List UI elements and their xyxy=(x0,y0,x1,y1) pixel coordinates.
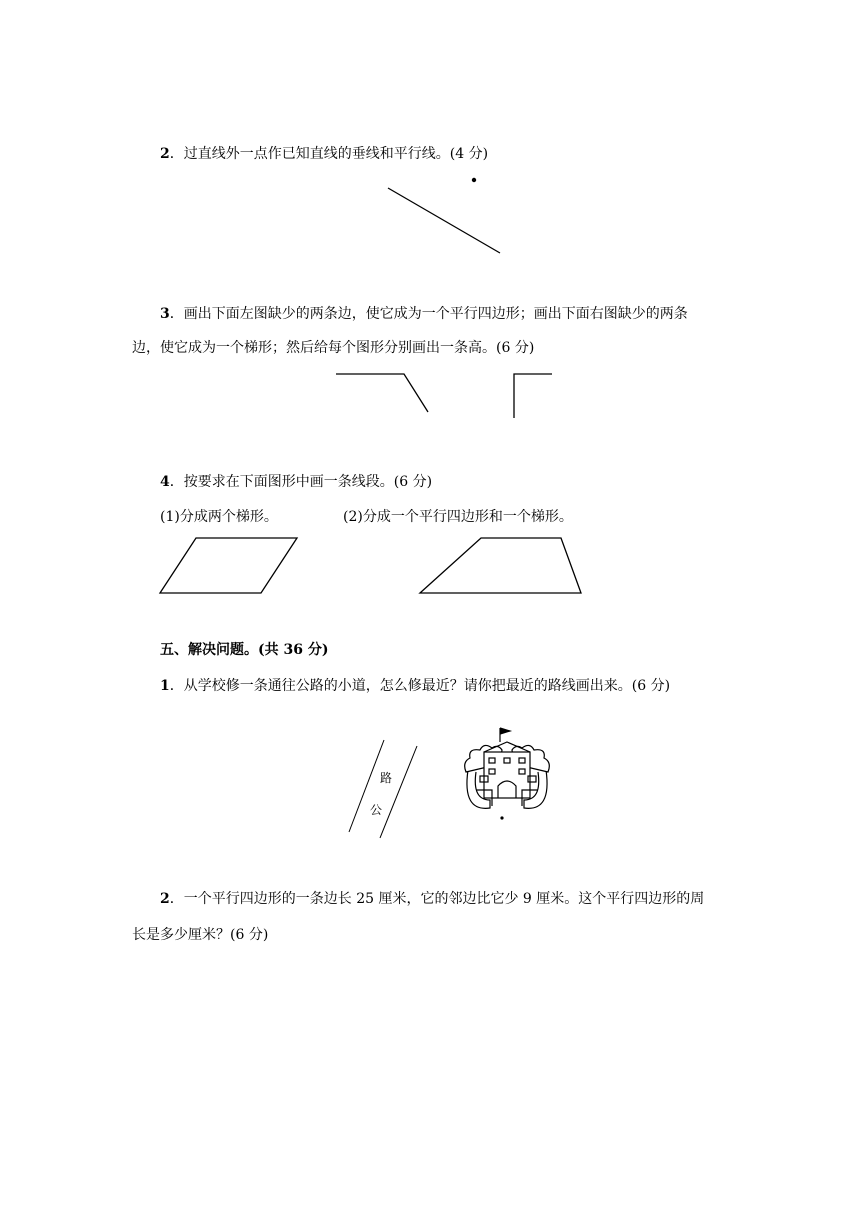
q3-body-1: ．画出下面左图缺少的两条边，使它成为一个平行四边形；画出下面右图缺少的两条 xyxy=(169,306,688,322)
road-label-char2: 公 xyxy=(370,803,383,817)
q4-body: ．按要求在下面图形中画一条线段。(6 分) xyxy=(169,474,433,490)
p1-number: 1 xyxy=(160,678,170,694)
q4-number: 4 xyxy=(160,474,170,490)
q2-number: 2 xyxy=(160,146,170,162)
p2-line1 xyxy=(160,889,704,909)
q4-sub2: (2)分成一个平行四边形和一个梯形。 xyxy=(343,509,573,525)
p2-number: 2 xyxy=(160,891,170,907)
q4-sub1: (1)分成两个梯形。 xyxy=(160,509,278,525)
q2-body: ．过直线外一点作已知直线的垂线和平行线。(4 分) xyxy=(169,146,489,162)
p2-body-1: ．一个平行四边形的一条边长 25 厘米，它的邻边比它少 9 厘米。这个平行四边形的周 xyxy=(169,891,705,907)
q3-line2: 边，使它成为一个梯形；然后给每个图形分别画出一条高。(6 分) xyxy=(132,340,535,356)
school-point xyxy=(500,816,503,819)
q3-number: 3 xyxy=(160,306,170,322)
road-label-char1: 路 xyxy=(380,771,393,785)
p2-line2: 长是多少厘米？(6 分) xyxy=(132,927,269,943)
section5-title: 五、解决问题。(共 36 分) xyxy=(160,642,329,658)
p1-body: ．从学校修一条通往公路的小道，怎么修最近？请你把最近的路线画出来。(6 分) xyxy=(169,678,671,694)
